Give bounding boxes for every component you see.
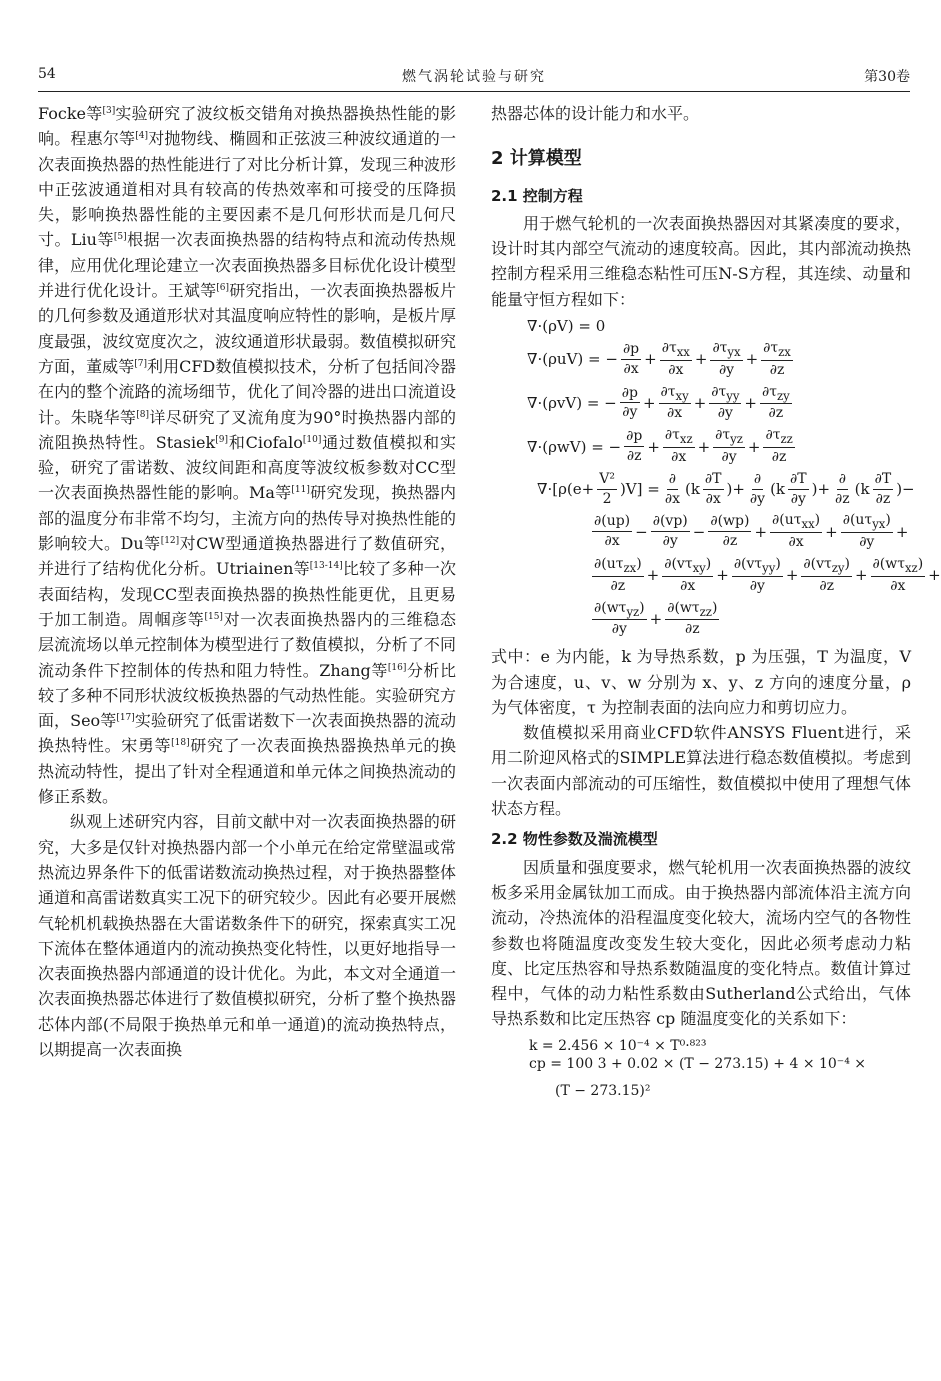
continuity-equation: ∇·(ρV) = 0 xyxy=(527,317,606,336)
energy-equation-line-2: $\frac{\partial(up)}{\partial x}$ − $\frac{\partial(vp)}{\partial y}$ − $\frac{\partial(wp)}{\partial z}$ + $\frac{\partial(u\tau_{xx})}{\partial x}$ + $\frac{\partial(u\tau_{yx})}{\partial y}$ + xyxy=(594,512,909,551)
equation-block xyxy=(491,317,941,638)
journal-title: 燃气涡轮试验与研究 xyxy=(402,69,546,85)
governing-equations-paragraph: 用于燃气轮机的一次表面换热器因对其紧凑度的要求，设计时其内部空气流动的速度较高。因此，其内部流动换热控制方程采用三维稳态粘性可压N-S方程，其连续、动量和能量守恒方程如下： xyxy=(491,213,911,309)
symbol-definitions: 式中：e 为内能，k 为导热系数，p 为压强，T 为温度，V 为合速度，u、v、w 分别为 x、y、z 方向的速度分量，ρ 为气体密度，τ 为控制表面的法向应力和剪切应力。 xyxy=(491,647,911,717)
left-column xyxy=(38,101,456,1062)
specific-heat-equation-line-1: cp = 100 3 + 0.02 × (T − 273.15) + 4 × 10⁻⁴ × xyxy=(529,1056,866,1073)
energy-equation-line-1: ∇·[ρ(e+ $\frac{\text{V²}}{2}$ )V] = $\frac{\partial}{\partial x}$ (k $\frac{\partial T}{\partial x}$ )+ $\frac{\partial}{\partial y}$ (k $\frac{\partial T}{\partial y}$ )+ $\frac{\partial}{\partial z}$ (k $\frac{\partial T}{\partial z}$ )− xyxy=(537,470,915,507)
energy-equation-line-4: $\frac{\partial(w\tau_{yz})}{\partial y}$ + $\frac{\partial(w\tau_{zz})}{\partial z}$ xyxy=(594,599,718,638)
section-heading: 2 计算模型 xyxy=(491,148,582,170)
material-properties-paragraph: 因质量和强度要求，燃气轮机用一次表面换热器的波纹板多采用金属钛加工而成。由于换热器内部流体沿主流方向流动，冷热流体的沿程温度变化较大，流场内空气的各物性参数也将随温度改变发生较大变化，因此必须考虑动力粘度、比定压热容和导热系数随温度的变化特点。数值计算过程中，气体的动力粘性系数由Sutherland公式给出，气体导热系数和比定压热容 cp 随温度变化的关系如下： xyxy=(491,857,911,1029)
conductivity-equation: k = 2.456 × 10⁻⁴ × T⁰·⁸²³ xyxy=(529,1037,707,1054)
specific-heat-equation-line-2: (T − 273.15)² xyxy=(555,1083,651,1100)
running-header xyxy=(38,64,910,92)
x-momentum-equation: ∇·(ρuV) = − $\frac{\partial p}{\partial x}$ + $\frac{\partial\tau_{xx}}{\partial x}$ + $\frac{\partial\tau_{yx}}{\partial y}$ + $\frac{\partial\tau_{zx}}{\partial z}$ xyxy=(527,340,791,378)
continued-text: 热器芯体的设计能力和水平。 xyxy=(491,104,700,123)
subsection-heading: 2.1 控制方程 xyxy=(491,186,583,205)
right-column xyxy=(491,101,941,1100)
volume-label: 第30卷 xyxy=(864,69,910,85)
cfd-method-paragraph: 数值模拟采用商业CFD软件ANSYS Fluent进行，采用二阶迎风格式的SIMPLE算法进行稳态数值模拟。考虑到一次表面内部流动的可压缩性，数值模拟中使用了理想气体状态方程。 xyxy=(491,723,911,819)
summary-paragraph: 纵观上述研究内容，目前文献中对一次表面换热器的研究，大多是仅针对换热器内部一个小单元在给定常壁温或常热流边界条件下的低雷诺数流动换热过程，对于换热器整体通道和高雷诺数真实工况下的研究较少。因此有必要开展燃气轮机机载换热器在大雷诺数条件下的研究，探索真实工况下流体在整体通道内的流动换热变化特性，以更好地指导一次表面换热器内部通道的设计优化。为此，本文对全通道一次表面换热器芯体进行了数值模拟研究，分析了整个换热器芯体内部(不局限于换热单元和单一通道)的流动换热特点，以期提高一次表面换 xyxy=(38,812,456,1059)
property-equations xyxy=(491,1038,911,1100)
page-number: 54 xyxy=(38,66,56,82)
y-momentum-equation: ∇·(ρvV) = − $\frac{\partial p}{\partial y}$ + $\frac{\partial\tau_{xy}}{\partial x}$ + $\frac{\partial\tau_{yy}}{\partial y}$ + $\frac{\partial\tau_{zy}}{\partial z}$ xyxy=(527,383,790,422)
literature-review-paragraph: Focke等[3]实验研究了波纹板交错角对换热器换热性能的影响。程惠尔等[4]对抛物线、椭圆和正弦波三种波纹通道的一次表面换热器的热性能进行了对比分析计算，发现三种波形中正弦波通道相对具有较高的传热效率和可接受的压降损失，影响换热器性能的主要因素不是几何形状而是几何尺寸。Liu等[5]根据一次表面换热器的结构特点和流动传热规律，应用优化理论建立一次表面换热器多目标优化设计模型并进行优化设计。王斌等[6]研究指出，一次表面换热器板片的几何参数及通道形状对其温度响应特性的影响，是板片厚度最强，波纹宽度次之，波纹通道形状最弱。数值模拟研究方面，董威等[7]利用CFD数值模拟技术，分析了包括间冷器在内的整个流路的流场细节，优化了间冷器的进出口流道设计。朱晓华等[8]详尽研究了叉流角度为90°时换热器内部的流阻换热特性。Stasiek[9]和Ciofalo[10]通过数值模拟和实验，研究了雷诺数、波纹间距和高度等波纹板参数对CC型一次表面换热器性能的影响。Ma等[11]研究发现，换热器内部的温度分布非常不均匀，主流方向的热传导对换热性能的影响较大。Du等[12]对CW型通道换热器进行了数值研究，并进行了结构优化分析。Utriainen等[13-14]比较了多种一次表面结构，发现CC型表面换热器的换热性能更优，且更易于加工制造。周帼彦等[15]对一次表面换热器内的三维稳态层流流场以单元控制体为模型进行了数值模拟，分析了不同流动条件下控制体的传热和阻力特性。Zhang等[16]分析比较了多种不同形状波纹板换热器的气动热性能。实验研究方面，Seo等[17]实验研究了低雷诺数下一次表面换热器的流动换热特性。宋勇等[18]研究了一次表面换热器换热单元的换热流动特性，提出了针对全程通道和单元体之间换热流动的修正系数。 xyxy=(38,104,456,807)
z-momentum-equation: ∇·(ρwV) = − $\frac{\partial p}{\partial z}$ + $\frac{\partial\tau_{xz}}{\partial x}$ + $\frac{\partial\tau_{yz}}{\partial y}$ + $\frac{\partial\tau_{zz}}{\partial z}$ xyxy=(527,427,793,466)
subsection-heading: 2.2 物性参数及湍流模型 xyxy=(491,830,658,849)
energy-equation-line-3: $\frac{\partial(u\tau_{zx})}{\partial z}$ + $\frac{\partial(v\tau_{xy})}{\partial x}$ + $\frac{\partial(v\tau_{yy})}{\partial y}$ + $\frac{\partial(v\tau_{zy})}{\partial z}$ + $\frac{\partial(w\tau_{xz})}{\partial x}$ + xyxy=(594,556,941,594)
